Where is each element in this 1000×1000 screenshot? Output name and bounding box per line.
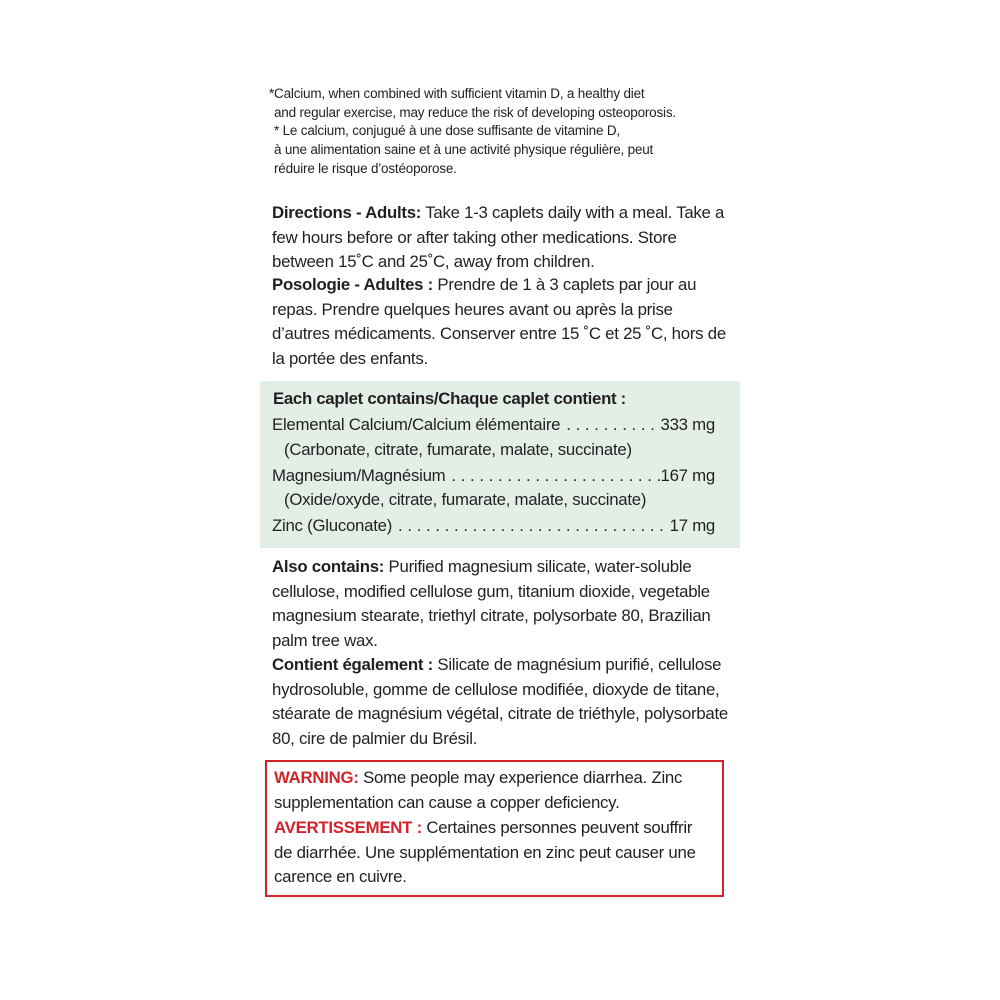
ingredient-amount: 167 mg — [660, 466, 715, 485]
dot-leader — [445, 464, 660, 488]
directions-french — [272, 273, 732, 371]
warning-box — [265, 760, 724, 897]
directions-english — [272, 201, 732, 275]
also-contains-french — [272, 653, 732, 751]
warning-french — [274, 816, 714, 890]
dot-leader — [392, 514, 670, 538]
ingredient-name: Elemental Calcium/Calcium élémentaire — [272, 415, 561, 434]
ingredient-row-magnesium — [272, 464, 715, 488]
directions-en-text: Take 1-3 caplets daily with a meal. Take a few hours before or after taking other medications. Store between 15˚C and 25˚C, away from children. — [272, 203, 725, 271]
osteoporosis-claim — [269, 85, 739, 179]
also-contains-en-text: Purified magnesium silicate, water-soluble cellulose, modified cellulose gum, titanium dioxide, vegetable magnesium stearate, triethyl citrate, polysorbate 80, Brazilian palm tree wax. — [272, 557, 711, 650]
ingredient-source-magnesium: (Oxide/oxyde, citrate, fumarate, malate, succinate) — [284, 490, 647, 509]
claim-fr-line-1: * Le calcium, conjugué à une dose suffisante de vitamine D, — [274, 123, 620, 139]
ingredient-name: Magnesium/Magnésium — [272, 466, 446, 485]
ingredient-amount: 333 mg — [660, 415, 715, 434]
ingredient-amount: 17 mg — [669, 516, 715, 535]
directions-fr-label: Posologie - Adultes : — [272, 275, 434, 294]
claim-en-line-1: *Calcium, when combined with sufficient vitamin D, a healthy diet — [269, 86, 645, 101]
warning-fr-label: AVERTISSEMENT : — [274, 818, 422, 837]
also-contains-fr-text: Silicate de magnésium purifié, cellulose hydrosoluble, gomme de cellulose modifiée, dioxyde de titane, stéarate de magnésium végétal, citrate de triéthyle, polysorbate 80, cire de palmier du Brésil. — [272, 655, 728, 748]
warning-english — [274, 766, 714, 815]
warning-fr-text: Certaines personnes peuvent souffrir de diarrhée. Une supplémentation en zinc peut causer une carence en cuivre. — [274, 818, 696, 886]
warning-en-label: WARNING: — [274, 768, 359, 787]
ingredient-row-calcium — [272, 413, 715, 437]
ingredients-heading: Each caplet contains/Chaque caplet contient : — [273, 389, 626, 408]
also-contains-fr-label: Contient également : — [272, 655, 433, 674]
warning-en-text: Some people may experience diarrhea. Zinc supplementation can cause a copper deficiency. — [274, 768, 683, 812]
also-contains-en-label: Also contains: — [272, 557, 385, 576]
directions-en-label: Directions - Adults: — [272, 203, 422, 222]
ingredient-source-calcium: (Carbonate, citrate, fumarate, malate, succinate) — [284, 440, 632, 459]
claim-fr-line-3: réduire le risque d’ostéoporose. — [274, 160, 457, 176]
claim-en-line-2: and regular exercise, may reduce the risk of developing osteoporosis. — [274, 104, 676, 120]
dot-leader — [560, 413, 660, 437]
also-contains-english — [272, 555, 732, 653]
claim-fr-line-2: à une alimentation saine et à une activité physique régulière, peut — [274, 142, 654, 158]
ingredients-panel — [260, 381, 740, 548]
directions-fr-text: Prendre de 1 à 3 caplets par jour au repas. Prendre quelques heures avant ou après la prise d’autres médicaments. Conserver entre 15 ˚C et 25 ˚C, hors de la portée des enfants. — [272, 275, 726, 368]
ingredient-name: Zinc (Gluconate) — [272, 516, 393, 535]
ingredient-row-zinc — [272, 514, 715, 538]
